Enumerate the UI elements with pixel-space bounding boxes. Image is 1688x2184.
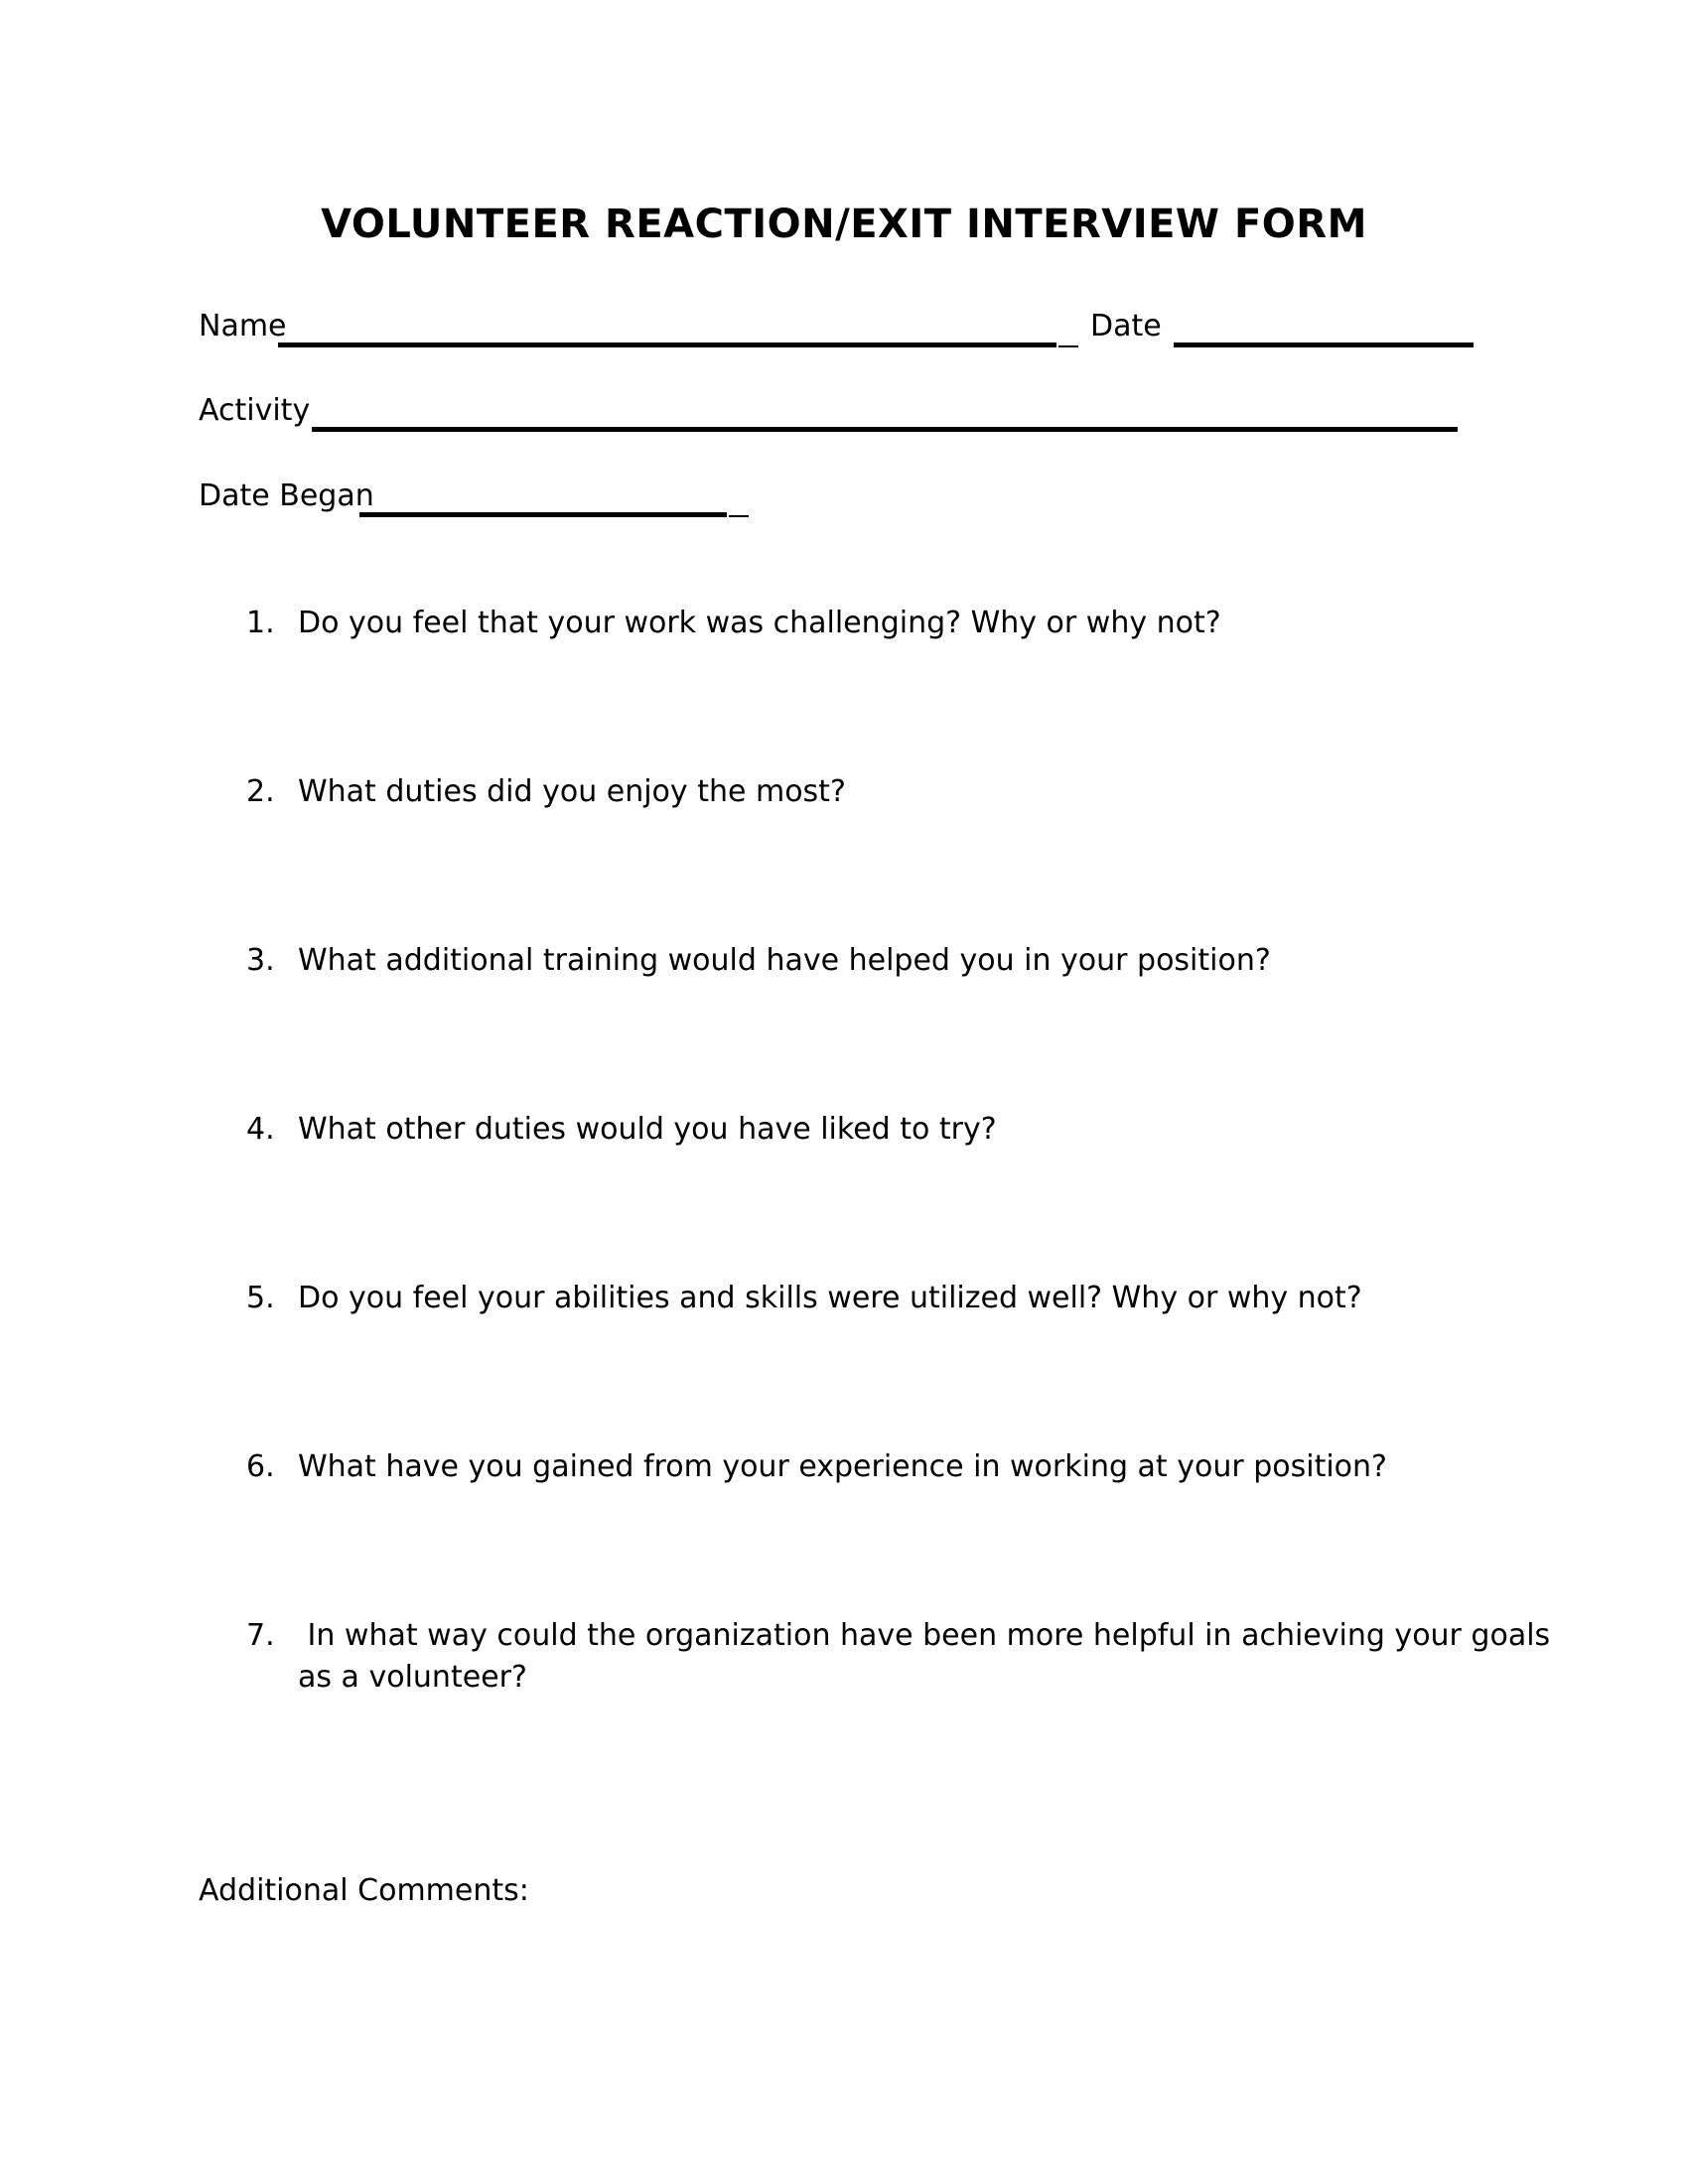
activity-label: Activity <box>199 393 311 428</box>
question-number: 1. <box>246 606 275 640</box>
name-field[interactable] <box>278 342 1056 347</box>
name-label: Name <box>199 309 287 343</box>
date-began-label: Date Began <box>199 478 374 513</box>
activity-row <box>199 391 1479 435</box>
date-label: Date <box>1090 309 1162 343</box>
question-text-continued: as a volunteer? <box>298 1660 527 1695</box>
question-text: What duties did you enjoy the most? <box>298 774 846 809</box>
date-field[interactable] <box>1174 342 1474 347</box>
form-title: VOLUNTEER REACTION/EXIT INTERVIEW FORM <box>321 202 1367 247</box>
date-began-row <box>199 477 794 520</box>
date-began-field[interactable] <box>359 512 727 517</box>
question-number: 6. <box>246 1449 275 1484</box>
date-began-field-tail <box>729 515 749 517</box>
question-text: What have you gained from your experience in working at your position? <box>298 1449 1387 1484</box>
activity-field[interactable] <box>312 427 1458 432</box>
question-text: Do you feel your abilities and skills were utilized well? Why or why not? <box>298 1281 1362 1315</box>
question-number: 5. <box>246 1281 275 1315</box>
question-number: 4. <box>246 1112 275 1147</box>
question-text: What additional training would have helped you in your position? <box>298 943 1271 978</box>
question-text: What other duties would you have liked to try? <box>298 1112 997 1147</box>
question-number: 2. <box>246 774 275 809</box>
question-number: 7. <box>246 1618 275 1653</box>
question-number: 3. <box>246 943 275 978</box>
question-text: In what way could the organization have been more helpful in achieving your goals <box>298 1618 1551 1653</box>
name-date-row <box>199 307 1479 350</box>
question-text: Do you feel that your work was challenging? Why or why not? <box>298 606 1221 640</box>
name-field-tail <box>1058 345 1078 347</box>
additional-comments-label: Additional Comments: <box>199 1873 529 1908</box>
